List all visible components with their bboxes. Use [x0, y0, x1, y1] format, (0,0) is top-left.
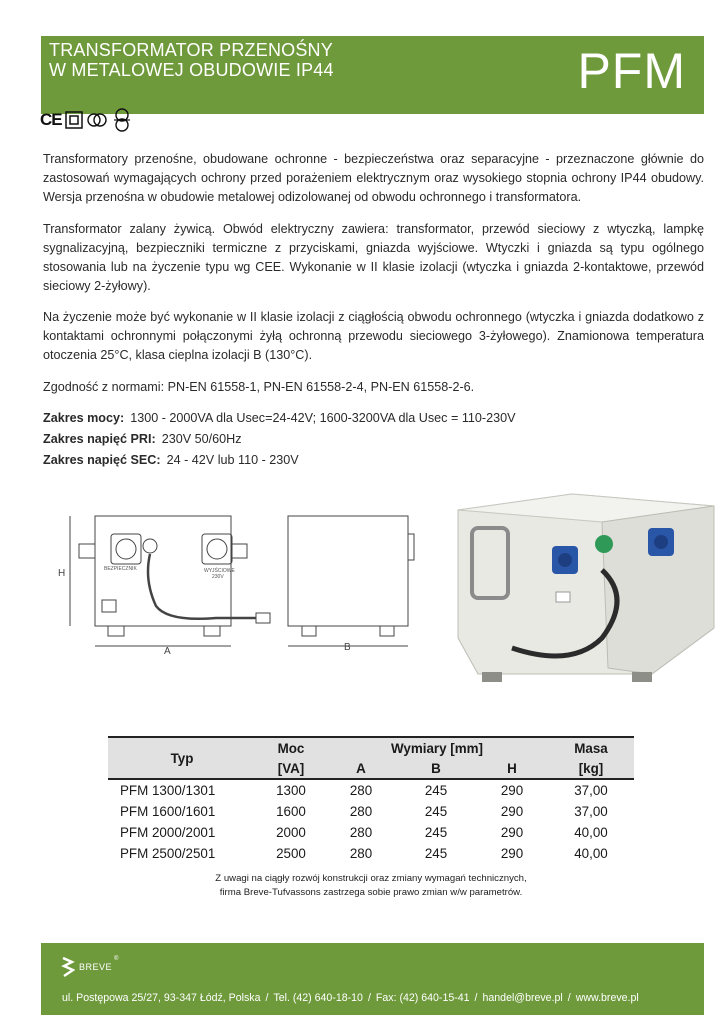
table-row [108, 801, 634, 822]
product-photo [452, 488, 720, 698]
footer-separator: / [265, 992, 269, 1004]
product-code: PFM [577, 43, 686, 99]
certification-marks [40, 106, 140, 134]
paragraph-option: Na życzenie może być wykonanie w II klasie izolacji z ciągłością obwodu ochronnego (wtyczka i gniazda dodatkowo z kontaktami ochronnymi połączonymi żyłą ochronną przewodu sieciowego 3-żyłowego). Znamionowa temperatura otoczenia 25°C, klasa cieplna izolacji B (130°C). [43, 310, 704, 362]
dimension-a-label: A [164, 646, 171, 657]
fuse-label: BEZPIECZNIK [104, 566, 137, 572]
cell-typ: PFM 1300/1301 [120, 783, 216, 798]
title-line-1: TRANSFORMATOR PRZENOŚNY [49, 40, 333, 60]
spec-label: Zakres napięć PRI: [43, 432, 156, 446]
dimension-h-label: H [58, 568, 66, 579]
breve-logo-icon [61, 956, 75, 978]
table-row [108, 843, 634, 864]
header-wymiary: Wymiary [mm] [326, 738, 548, 758]
front-view-foot-right [204, 626, 220, 636]
safety-transformer-icon [86, 109, 108, 131]
spec-value: 1300 - 2000VA dla Usec=24-42V; 1600-3200VA dla Usec = 110-230V [130, 411, 516, 425]
spec-value: 230V 50/60Hz [161, 432, 242, 446]
header-masa-unit: [kg] [548, 758, 634, 779]
cell-h: 290 [500, 825, 524, 840]
footer-address: ul. Postępowa 25/27, 93-347 Łódź, Polska [62, 992, 261, 1004]
front-view-handle-left [79, 544, 95, 558]
side-view-handle [408, 534, 414, 560]
spec-label: Zakres mocy: [43, 411, 125, 425]
separating-transformer-icon [111, 108, 133, 132]
spec-primary-voltage [43, 430, 242, 449]
cell-a: 280 [349, 783, 373, 798]
footer-tel: Tel. (42) 640-18-10 [273, 992, 363, 1004]
cell-h: 290 [500, 804, 524, 819]
title-line-2: W METALOWEJ OBUDOWIE IP44 [49, 60, 334, 80]
header-b: B [396, 758, 476, 779]
cell-b: 245 [424, 783, 448, 798]
power-cable [148, 554, 256, 619]
cell-masa: 37,00 [574, 804, 608, 819]
output-label-1: WYJŚCIOWE [204, 568, 235, 574]
cell-b: 245 [424, 825, 448, 840]
footer-contact [62, 992, 639, 1004]
cell-a: 280 [349, 804, 373, 819]
cell-masa: 40,00 [574, 825, 608, 840]
header-moc: Moc [256, 738, 326, 758]
cell-typ: PFM 2000/2001 [120, 825, 216, 840]
power-plug [256, 613, 270, 623]
header-moc-unit: [VA] [256, 758, 326, 779]
spec-table [108, 738, 634, 864]
disclaimer-note [108, 872, 634, 900]
spec-label: Zakres napięć SEC: [43, 453, 161, 467]
cell-h: 290 [500, 846, 524, 861]
front-view-foot-left [108, 626, 124, 636]
footer-fax: Fax: (42) 640-15-41 [375, 992, 470, 1004]
paragraph-standards: Zgodność z normami: PN-EN 61558-1, PN-EN 61558-2-4, PN-EN 61558-2-6. [43, 380, 475, 394]
fuse-plate [102, 600, 116, 612]
technical-drawing [56, 510, 436, 670]
side-view-foot-left [302, 626, 316, 636]
paragraph-circuit: Transformator zalany żywicą. Obwód elektryczny zawiera: transformator, przewód sieciowy z wtyczką, lampkę sygnalizacyjną, bezpieczniki termiczne z przyciskami, gniazda wyjściowe. Wtyczki i gniazda są typu ogólnego stosowania lub na życzenie typu wg CEE. Wykonanie w II klasie izolacji (wtyczka i gniazda 2-kontaktowe, przewód sieciowy 2-żyłowy). [43, 222, 704, 293]
dimension-b-label: B [344, 642, 351, 653]
cell-moc: 1300 [276, 783, 306, 798]
footer-banner [41, 943, 704, 1015]
cell-b: 245 [424, 804, 448, 819]
footer-separator: / [367, 992, 371, 1004]
footer-separator: / [567, 992, 571, 1004]
note-line-1: Z uwagi na ciągły rozwój konstrukcji oraz zmiany wymagań technicznych, [215, 873, 527, 884]
cell-moc: 1600 [276, 804, 306, 819]
note-line-2: firma Breve-Tufvassons zastrzega sobie prawo zmian w/w parametrów. [219, 887, 523, 898]
cell-moc: 2500 [276, 846, 306, 861]
front-view-handle-right [231, 544, 247, 558]
side-view-foot-right [380, 626, 394, 636]
header-h: H [476, 758, 548, 779]
cell-masa: 37,00 [574, 783, 608, 798]
green-lamp [595, 535, 613, 553]
logo-registered: ® [114, 956, 119, 962]
page-title [49, 40, 334, 80]
class-ii-icon [65, 111, 83, 129]
cell-a: 280 [349, 825, 373, 840]
cell-b: 245 [424, 846, 448, 861]
header-typ: Typ [108, 738, 256, 779]
spec-power-range [43, 409, 516, 428]
spec-value: 24 - 42V lub 110 - 230V [166, 453, 299, 467]
cell-moc: 2000 [276, 825, 306, 840]
cell-h: 290 [500, 783, 524, 798]
spec-secondary-voltage [43, 451, 299, 470]
logo-text: BREVE [79, 962, 113, 972]
output-label-2: 230V [212, 574, 224, 580]
side-view-body [288, 516, 408, 626]
footer-web-link[interactable]: www.breve.pl [575, 992, 639, 1004]
signal-lamp [143, 539, 157, 553]
header-a: A [326, 758, 396, 779]
cell-a: 280 [349, 846, 373, 861]
table-row [108, 779, 634, 801]
cell-typ: PFM 2500/2501 [120, 846, 216, 861]
header-masa: Masa [548, 738, 634, 758]
cell-typ: PFM 1600/1601 [120, 804, 216, 819]
ce-mark: CE [40, 110, 62, 129]
nameplate [556, 592, 570, 602]
paragraph-intro: Transformatory przenośne, obudowane ochronne - bezpieczeństwa oraz separacyjne - przeznaczone głównie do zastosowań wymagających ochrony przed porażeniem elektrycznym oraz wysokiego stopnia ochrony IP44 obudowy. Wersja przenośna w obudowie metalowej odizolowanej od obwodu ochronnego i transformatora. [43, 152, 704, 204]
breve-logo [61, 956, 119, 978]
table-row [108, 822, 634, 843]
footer-separator: / [474, 992, 478, 1004]
cell-masa: 40,00 [574, 846, 608, 861]
header-banner [41, 36, 704, 114]
footer-email-link[interactable]: handel@breve.pl [482, 992, 563, 1004]
